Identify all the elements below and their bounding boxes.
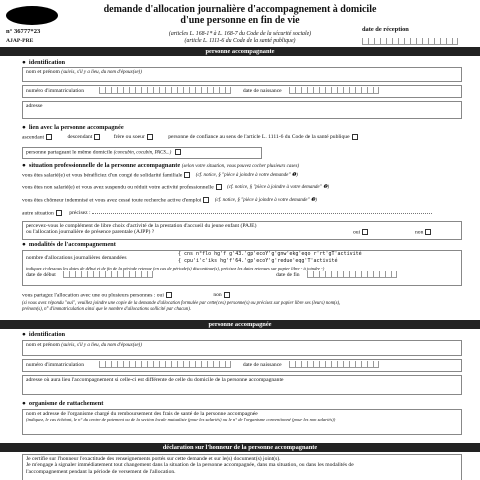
ascendant-checkbox[interactable] — [46, 134, 52, 140]
banner-declaration: déclaration sur l'honneur de la personne accompagnante — [0, 443, 480, 452]
modalites-box — [22, 250, 462, 286]
section-identification-2: ● identification — [22, 331, 66, 338]
naissance-field[interactable] — [289, 87, 379, 94]
date-fin — [276, 271, 397, 278]
partage-non-checkbox[interactable] — [224, 292, 230, 298]
paje-row — [22, 221, 462, 240]
domicile-checkbox[interactable] — [175, 149, 181, 155]
non-salarie-checkbox[interactable] — [216, 184, 222, 190]
declaration-line-1: Je certifie sur l'honneur l'exactitude des renseignements portés sur cette demande et sur le(s) document(s) joint(s). — [26, 456, 281, 462]
chomeur-label: vous êtes chômeur indemnisé et vous avez cessé toute recherche active d'emploi — [22, 197, 202, 204]
date-reception-field[interactable] — [362, 38, 458, 45]
frere-label: frère ou soeur — [113, 134, 145, 141]
declaration-line-3: l'accompagnement pendant la période de versement de l'allocation. — [26, 468, 176, 475]
partage-non-label: non — [213, 292, 222, 299]
domicile-row — [22, 147, 262, 159]
immatriculation-row — [22, 85, 462, 98]
immatriculation-2-field[interactable] — [99, 361, 231, 368]
precisez-label: précisez : — [69, 210, 91, 217]
adresse-field[interactable] — [22, 101, 462, 119]
confiance-label: personne de confiance au sens de l'article L. 1111-6 du Code de la santé publique — [168, 134, 350, 141]
immatriculation-label: numéro d'immatriculation — [26, 87, 85, 94]
chomeur-hint: (cf. notice, § "pièce à joindre à votre demande" ❸) — [214, 198, 317, 204]
indiquez-text: indiquez ci-dessous les dates de début et de fin de la période retenue (en cas de période(s) discontinue(s), précisez les dates retenues sur papier libre - à joindre -) — [26, 266, 325, 271]
naissance-2-field[interactable] — [289, 361, 379, 368]
organisme-field[interactable] — [22, 409, 462, 435]
naissance-label: date de naissance — [242, 87, 282, 94]
frere-checkbox[interactable] — [147, 134, 153, 140]
paje-oui-checkbox[interactable] — [362, 229, 368, 235]
subtitle — [90, 31, 390, 45]
subtitle-line-1: (articles L. 168-1* à L. 168-7 du Code de la sécurité sociale) — [168, 31, 312, 37]
descendant-checkbox[interactable] — [94, 134, 100, 140]
partage-oui-checkbox[interactable] — [166, 292, 172, 298]
immatriculation-2-label: numéro d'immatriculation — [26, 361, 85, 368]
non-salarie-row — [22, 184, 329, 191]
logo — [6, 6, 58, 25]
nb-allocations-label: nombre d'allocations journalières demandées — [26, 255, 127, 261]
precisez-input[interactable] — [92, 213, 432, 214]
paje-non-checkbox[interactable] — [425, 229, 431, 235]
section-identification: ● identification — [22, 59, 66, 66]
page-title — [90, 5, 390, 26]
ascendant-label: ascendant — [22, 134, 45, 141]
immatriculation-field[interactable] — [99, 87, 231, 94]
section-modalites: ● modalités de l'accompagnement — [22, 241, 116, 248]
salarie-checkbox[interactable] — [184, 172, 190, 178]
allocation-option-2: { cpu'i'c'iks hg'f'64.'gp'ecoY'g'redue'eqg'T'activité — [178, 258, 338, 264]
date-fin-label: date de fin — [276, 272, 300, 279]
salarie-hint: (cf. notice, § "pièce à joindre à votre demande" ❶) — [195, 173, 298, 179]
nom-label: nom et prénom — [26, 69, 60, 75]
autre-label: autre situation — [22, 210, 54, 217]
paje-line-2: ou l'allocation journalière de présence parentale (AJPP) ? — [26, 229, 155, 236]
date-reception-label: date de réception — [362, 26, 409, 33]
domicile-hint: (concubin, cocubin, PACS...) — [113, 150, 172, 156]
confiance-checkbox[interactable] — [352, 134, 358, 140]
nom-prenom-field[interactable] — [22, 67, 462, 82]
declaration-box — [22, 454, 462, 480]
lien-row — [22, 134, 358, 141]
salarie-label: vous êtes salarié(e) et vous bénéficiez d'un congé de solidarité familiale — [22, 172, 183, 179]
organisme-label: nom et adresse de l'organisme chargé du remboursement des frais de santé de la personne accompagnée — [26, 411, 258, 417]
section-lien: ● lien avec la personne accompagnée — [22, 124, 124, 131]
nom-hint: (suivis, s'il y a lieu, du nom d'époux(se)) — [61, 70, 142, 75]
salarie-row — [22, 172, 298, 179]
paje-oui: oui — [353, 229, 368, 236]
date-fin-field[interactable] — [307, 271, 397, 278]
partage-hint: (si vous avez répondu "oui", veuillez joindre une copie de la demande d'allocation formulée par cette(ces) personne(s) ou précisez sur papier libre ses (leurs) nom(s), prénom(s), n° d'immatriculation ainsi que le nombre d'allocations sollicité par chacun). — [22, 301, 341, 312]
chomeur-row — [22, 197, 317, 204]
section-situation: ● situation professionnelle de la personne accompagnante (selon votre situation, vous pouvez cocher plusieurs cases) — [22, 162, 300, 169]
naissance-2-label: date de naissance — [242, 361, 282, 368]
banner-personne-accompagnante: personne accompagnante — [0, 47, 480, 56]
cerfa-number: n° 36777*23 — [6, 28, 41, 35]
organisme-hint: (indiquez, le cas échéant, le n° du centre de paiement ou de la section locale mutualiste (pour les salariés) ou le n° de l'organisme conventionné (pour les non salariés)) — [26, 417, 336, 423]
nom-2-label: nom et prénom — [26, 342, 60, 348]
adresse-2-field[interactable] — [22, 375, 462, 395]
declaration-line-2: Je m'engage à signaler immédiatement tout changement dans la situation de la personne accompagnée, dans ma situation, ou dans les modalités de — [26, 462, 354, 469]
partage-label: vous partagez l'allocation avec une ou plusieurs personnes : oui — [22, 292, 164, 299]
nom-2-hint: (suivis, s'il y a lieu, du nom d'époux(se)) — [61, 343, 142, 348]
autre-checkbox[interactable] — [56, 210, 62, 216]
adresse-2-label: adresse où aura lieu l'accompagnement si celle-ci est différente de celle du domicile de la personne accompagnante — [26, 377, 284, 383]
descendant-label: descendant — [67, 134, 93, 141]
immatriculation-2-row — [22, 359, 462, 372]
paje-non: non — [415, 229, 431, 236]
allocation-option-1: { cns n°flo hg'f g'43.'gp'ecoY'g'gnw'ekg'eqo r'rt'gT'activité — [178, 251, 362, 257]
title-line-2: d'une personne en fin de vie — [180, 14, 300, 26]
form-code: AJAP-PRE — [6, 38, 34, 44]
banner-personne-accompagnee: personne accompagnée — [0, 320, 480, 329]
autre-row — [22, 210, 432, 217]
non-salarie-label: vous êtes non salarié(e) et vous avez suspendu ou réduit votre activité professionnelle — [22, 184, 214, 191]
date-debut-label: date de début — [26, 272, 56, 279]
paje-line-1: percevez-vous le complément de libre choix d'activité de la prestation d'accueil du jeune enfant (PAJE) — [26, 223, 257, 229]
subtitle-line-2: (article L. 1111-6 du Code de la santé publique) — [184, 37, 296, 44]
title-line-1: demande d'allocation journalière d'accompagnement à domicile — [103, 4, 377, 15]
section-organisme: ● organisme de rattachement — [22, 400, 104, 407]
date-debut-field[interactable] — [63, 271, 153, 278]
nom-prenom-2-field[interactable] — [22, 340, 462, 356]
chomeur-checkbox[interactable] — [203, 197, 209, 203]
non-salarie-hint: (cf. notice, § "pièce à joindre à votre demande" ❷) — [227, 185, 330, 191]
partage-row — [22, 292, 230, 299]
situation-hint: (selon votre situation, vous pouvez cocher plusieurs cases) — [181, 164, 300, 169]
domicile-label: personne partageant le même domicile — [26, 149, 113, 156]
adresse-label: adresse — [26, 103, 43, 109]
